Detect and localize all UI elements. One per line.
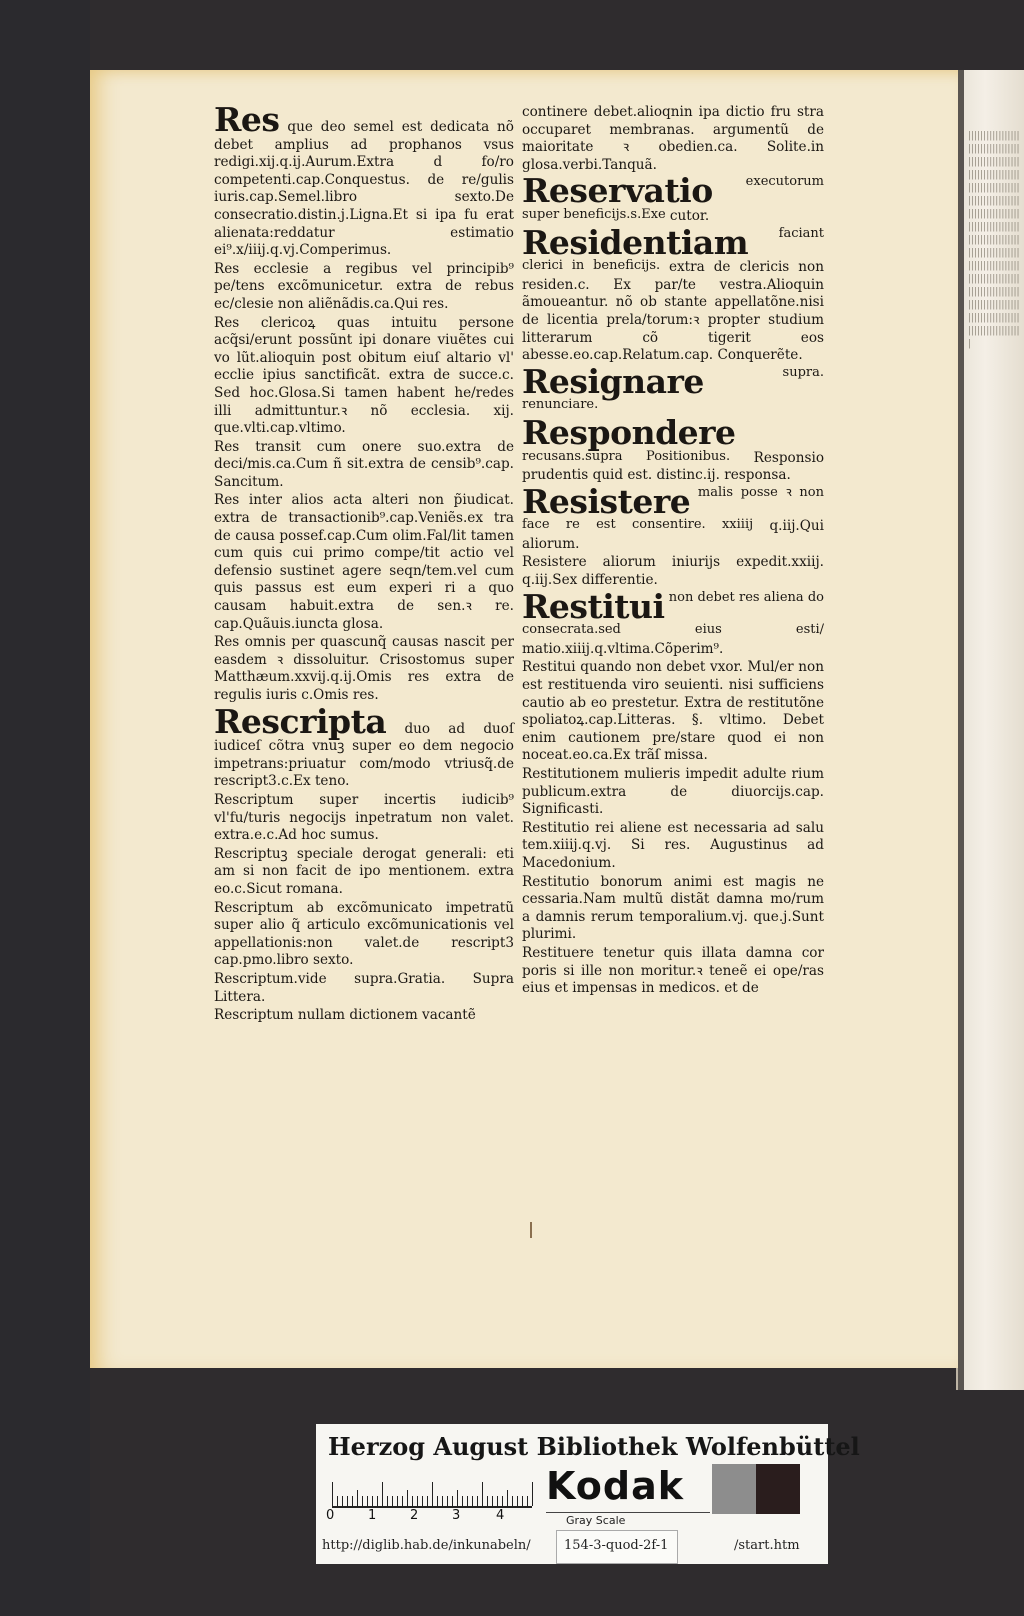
url-end: /start.htm [734,1538,800,1553]
library-title: Herzog August Bibliothek Wolfenbüttel [328,1432,860,1461]
text-entry [522,412,824,485]
library-label [316,1424,860,1564]
entry-text: Res ecclesie a regibus vel principib⁹ pe/tens excõmunicetur. extra de rebus ec/clesie non aliẽnãdis.ca.Qui res. [214,260,514,312]
entry-heading: Res [214,100,280,139]
ruler-tick [337,1496,338,1506]
ruler-tick [507,1490,508,1506]
text-entry [522,481,824,554]
ruler-tick [532,1482,533,1506]
text-entry [522,766,824,819]
text-entry [214,100,514,260]
entry-heading: Resistere [522,481,691,521]
ruler-tick [347,1496,348,1506]
entry-text: Restitutio bonorum animi est magis ne cessaria.Nam multũ distãt damna mo/rum a damnis rerum temporalium.vj. que.j.Sunt plurimi. [522,873,824,943]
text-entry [522,659,824,765]
entry-text: Res clericoꝝ quas intuitu persone acq̃si/erunt possũnt ipi donare viuẽtes cui vo lũt.alioquin post obitum eiuſ altario vl' ecclie ipius sanctificãt. extra de succe.c. Sed hoc.Glosa.Si tamen habent he/redes illi admittuntur.ꝛ nõ ecclesia. xij. que.vlti.cap.vltimo. [214,314,514,437]
right-text-column [522,104,824,999]
divider [546,1512,710,1513]
entry-text: Rescriptum.vide supra.Gratia. Supra Littera. [214,970,514,1005]
entry-heading: Rescripta [214,701,387,741]
url-base: http://diglib.hab.de/inkunabeln/ [322,1538,531,1553]
text-entry [214,315,514,438]
ruler-tick [357,1490,358,1506]
text-entry [522,945,824,998]
scan-background [0,0,90,1616]
text-entry [522,222,824,365]
entry-heading: Restitui [522,586,665,626]
ruler-number: 3 [452,1508,461,1523]
heading-annotation: recusans.supra Positionibus. [522,448,754,464]
ruler-tick [392,1496,393,1506]
heading-annotation: faciant clerici in beneficijs. [522,225,824,274]
entry-text: Rescriptum super incertis iudicib⁹ vl'fu/turis negocijs inpetratum non valet. extra.e.c.Ad hoc sumus. [214,791,514,844]
ruler-number: 1 [368,1508,377,1523]
ruler-tick [432,1482,433,1506]
ruler-tick [342,1496,343,1506]
ruler-tick [462,1496,463,1506]
adjacent-page-bleed-text: ||||||||||||||||||||||||||||||||||||||||||||||||||||||||||||||||||||||||||||||||||||||||||||||||||||||||||||||||||||||||||||||||||||||||||||||||||||||||||||||||||||||||||||||||||||||||||||||||||||||||||||||||||||||||||||||||||||||||||||||||||||||||||||||||||||||||||||||||| [968,131,1020,349]
ruler-tick [437,1496,438,1506]
text-entry [214,261,514,314]
text-entry [522,104,824,174]
entry-text: Res omnis per quascunq̃ causas nascit per easdem ꝛ dissoluitur. Crisostomus super Matthæum.xxvij.q.ij.Omis res extra de regulis iuris c.Omis res. [214,634,514,703]
ruler-tick [472,1496,473,1506]
kodak-logo: Kodak [546,1464,684,1508]
entry-text: Rescriptuꝫ speciale derogat generali: eti am si non facit de ipo mentionem. extra eo.c.Sicut romana. [214,845,514,897]
entry-text: Rescriptum ab excõmunicato impetratũ super alio q̃ articulo excõmunicationis vel appellationis:non valet.de rescript3 cap.pmo.libro sexto. [214,899,514,969]
left-text-column [214,100,514,1026]
ruler-number: 4 [496,1508,505,1523]
adjacent-page-edge [956,70,1024,1390]
gray-swatch [712,1464,756,1514]
ruler-tick [407,1490,408,1506]
ruler-tick [382,1482,383,1506]
ruler-tick [492,1496,493,1506]
entry-text: q.iij.Qui aliorum. [522,518,824,552]
ruler-tick [442,1496,443,1506]
ruler-tick [422,1496,423,1506]
ink-mark [530,1222,532,1238]
scale-ruler [332,1474,532,1508]
entry-heading: Resignare [522,361,704,401]
entry-text: Res transit cum onere suo.extra de deci/mis.ca.Cum ñ sit.extra de censib⁹.cap. Sancitum. [214,438,514,490]
ruler-tick [447,1496,448,1506]
entry-text: Res inter alios acta alteri non p̃iudicat. extra de transactionib⁹.cap.Veniẽs.ex tra de causa possef.cap.Cum olim.Fal/lit tamen cum quis cui primo compe/tit actio vel defensio sustinet agere seqn/tem.vel cum quis passus est eum experi ri a quo causam habuit.extra de sen.ꝛ re. cap.Quãuis.iuncta glosa. [214,492,514,632]
ruler-tick [372,1496,373,1506]
text-entry [522,586,824,659]
ruler-tick [482,1482,483,1506]
entry-text: Restitui quando non debet vxor. Mul/er non est restituenda viro seuienti. nisi sufficiens cautio ab eo prestetur. Extra de restitutõne spoliatoꝝ.cap.Litteras. §. vltimo. Debet enim cautionem pre/stare quod ei non noceat.eo.ca.Ex trãſ missa. [522,659,824,764]
entry-text: duo ad duoſ iudiceſ cõtra vnuꝫ super eo dem negocio impetrans:priuatur com/modo vtriusq̃.de rescript3.c.Ex teno. [214,720,514,790]
ruler-tick [452,1496,453,1506]
ruler-tick [512,1496,513,1506]
ruler-number: 2 [410,1508,419,1523]
text-entry [522,171,824,225]
text-entry [522,820,824,873]
gray-scale-label: Gray Scale [566,1514,626,1527]
entry-text: Restitutionem mulieris impedit adulte rium publicum.extra de diuorcijs.cap. Significasti. [522,766,824,818]
ruler-tick [402,1496,403,1506]
entry-text: que deo semel est dedicata nõ debet amplius ad prophanos vsus redigi.xij.q.ij.Aurum.Extra d fo/ro competenti.cap.Conquestus. de re/gulis iuris.cap.Semel.libro sexto.De consecratio.distin.j.Ligna.Et si ipa fu erat alienata:reddatur estimatio ei⁹.x/iiij.q.vj.Comperimus. [214,119,514,259]
ruler-tick [362,1496,363,1506]
ruler-tick [332,1482,333,1506]
text-entry [214,792,514,845]
ruler-tick [417,1496,418,1506]
ruler-tick [457,1490,458,1506]
text-entry [214,1007,514,1025]
text-entry [522,874,824,944]
text-entry [214,701,514,791]
ruler-tick [522,1496,523,1506]
entry-text: Rescriptum nullam dictionem vacantẽ [214,1007,476,1024]
black-swatch [756,1464,800,1514]
text-entry [214,900,514,970]
ruler-tick [367,1496,368,1506]
ruler-tick [502,1496,503,1506]
ruler-tick [477,1496,478,1506]
text-entry [214,492,514,633]
entry-text: extra de clericis non residen.c. Ex par/te vestra.Alioquin ãmoueantur. nõ ob stante appellatõne.nisi de licentia prela/torum:ꝛ propter studium litterarum cõ tigerit eos abesse.eo.cap.Relatum.cap. Conquerẽte. [522,259,824,364]
ruler-tick [377,1496,378,1506]
text-entry [214,634,514,704]
heading-annotation: malis posse ꝛ non face re est consentire. xxiiij [522,484,824,533]
text-entry [214,971,514,1006]
heading-annotation: non debet res aliena do consecrata.sed eius esti/ [522,589,824,638]
ruler-number: 0 [326,1508,335,1523]
ruler-tick [412,1496,413,1506]
ruler-tick [497,1496,498,1506]
entry-text: Restitutio rei aliene est necessaria ad salu tem.xiiij.q.vj. Si res. Augustinus ad Macedonium. [522,819,824,871]
entry-text: matio.xiiij.q.vltima.Cõperim⁹. [522,640,724,657]
url-id: 154-3-quod-2f-1 [564,1538,669,1553]
ruler-tick [487,1496,488,1506]
text-entry [522,554,824,589]
ruler-tick [387,1496,388,1506]
ruler-tick [467,1496,468,1506]
entry-heading: Residentiam [522,222,749,262]
entry-heading: Reservatio [522,171,713,211]
entry-text: cutor. [669,207,710,224]
ruler-tick [517,1496,518,1506]
text-entry [522,361,824,416]
entry-text: Resistere aliorum iniurijs expedit.xxiij. q.iij.Sex differentie. [522,554,824,589]
text-entry [214,846,514,899]
ruler-tick [352,1496,353,1506]
entry-heading: Respondere [522,412,736,452]
ruler-tick [397,1496,398,1506]
text-entry [214,439,514,492]
entry-text: continere debet.alioqnin ipa dictio fru stra occuparet membranas. argumentũ de maioritate ꝛ obedien.ca. Solite.in glosa.verbi.Tanquã. [522,104,824,173]
heading-annotation: executorum super beneficijs.s.Exe [522,174,824,222]
ruler-tick [427,1496,428,1506]
page-gutter-shadow [958,70,964,1390]
ruler-tick [527,1496,528,1506]
entry-text: Responsio prudentis quid est. distinc.ij. responsa. [522,449,824,484]
entry-text: Restituere tenetur quis illata damna cor poris si ille non moritur.ꝛ teneẽ ei ope/ras eius et impensas in medicos. et de [522,944,824,997]
heading-annotation: supra. renunciare. [522,364,824,413]
